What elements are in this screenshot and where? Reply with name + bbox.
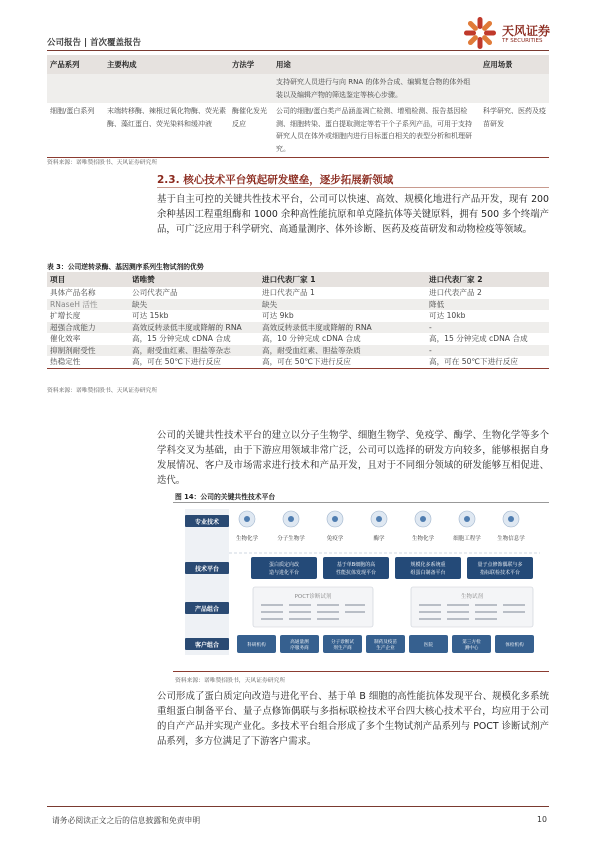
platform-box <box>467 557 533 579</box>
figure-bottom-rule <box>173 671 549 672</box>
row-label: 技术平台 <box>194 566 220 573</box>
reverse-transcriptase-comparison-table <box>47 272 549 369</box>
discipline-item <box>327 511 344 542</box>
table-cell: 具体产品名称 <box>50 288 96 297</box>
table-row <box>47 287 549 299</box>
table-cell: 进口代表产品 1 <box>262 288 315 297</box>
table-cell: 高，15 分钟完成 cDNA 合成 <box>429 334 528 343</box>
discipline-item <box>236 511 259 542</box>
table-cell: 末端转移酶、辣根过氧化物酶、荧光素酶、藻红蛋白、荧光染料和缓冲液 <box>104 103 229 158</box>
table-cell: 超强合成能力 <box>47 322 129 334</box>
table-cell: 高，耐受血红素、胆盐等杂志 <box>129 345 259 357</box>
customer-label: 体检机构 <box>505 643 524 648</box>
table-cell: RNaseH 活性 <box>47 299 129 311</box>
discipline-item <box>453 511 481 542</box>
customer-label: 科研机构 <box>247 643 266 648</box>
discipline-label: 生物化学 <box>411 536 435 542</box>
table-header-cell: 用途 <box>273 55 480 74</box>
customer-label: 第三方检 <box>462 640 481 645</box>
table-cell: 高，15 分钟完成 cDNA 合成 <box>132 334 231 343</box>
customer-box <box>452 635 491 653</box>
table-header-cell: 诺唯赞 <box>129 272 259 287</box>
table-row <box>47 74 549 103</box>
table-row <box>47 299 549 311</box>
table-cell: 高，可在 50℃下进行反应 <box>426 356 549 368</box>
table-row <box>47 356 549 368</box>
table-cell: 降低 <box>426 299 549 311</box>
poct-label: POCT诊断试剂 <box>294 594 332 600</box>
table-row <box>47 310 549 322</box>
table-header-row <box>47 55 549 74</box>
row-customer-portfolio <box>185 635 534 653</box>
platform-label: 基于单B细胞的高 <box>336 562 376 568</box>
figure-top-rule <box>173 502 549 503</box>
customer-box <box>237 635 276 653</box>
table-cell: 扩增长度 <box>50 311 81 320</box>
table-header-cell: 应用场景 <box>480 55 549 74</box>
table-cell: 公司的细胞/蛋白类产品涵盖凋亡检测、增殖检测、报告基因检测、细胞转染、蛋白提取测定等若干个子系列产品，可用于支持研究人员在体外或细胞内进行目标蛋白相关的表型分析和机理研究。 <box>273 103 480 158</box>
table3-source: 资料来源：诺唯赞招股书、天风证券研究所 <box>47 388 158 394</box>
table-cell: 公司代表产品 <box>132 288 178 297</box>
customer-box <box>280 635 319 653</box>
customer-box <box>409 635 448 653</box>
table-cell: 高，10 分钟完成 cDNA 合成 <box>262 334 361 343</box>
customer-label: 医院 <box>423 643 434 648</box>
section-divider <box>157 187 549 188</box>
table-header-cell: 产品系列 <box>47 55 104 74</box>
row-label: 产品组合 <box>194 606 220 613</box>
row-label-column <box>185 509 229 655</box>
discipline-item <box>371 511 387 542</box>
platform-box <box>323 557 389 579</box>
platform-label: 造与进化平台 <box>268 570 300 576</box>
discipline-label: 免疫学 <box>326 536 344 542</box>
row-professional-tech <box>185 511 540 553</box>
table-cell: 可达 15kb <box>132 311 169 320</box>
table-cell: 缺失 <box>129 299 259 311</box>
discipline-label: 细胞工程学 <box>453 536 481 542</box>
customer-label: 剂生产商 <box>333 646 352 651</box>
table-header-cell: 主要构成 <box>104 55 229 74</box>
table-cell: 高，可在 50℃下进行反应 <box>259 356 426 368</box>
customer-label: 分子诊断试 <box>331 640 354 645</box>
discipline-label: 酶学 <box>373 536 385 542</box>
company-logo <box>462 16 554 50</box>
table-cell: 高，可在 50℃下进行反应 <box>129 356 259 368</box>
table-cell <box>480 74 549 103</box>
table-cell: - <box>426 322 549 334</box>
customer-label: 生产企业 <box>376 646 395 651</box>
table-row <box>47 103 549 158</box>
platform-label: 组蛋白制备平台 <box>410 570 446 576</box>
table-header-cell: 进口代表厂家 1 <box>259 272 426 287</box>
customer-label: 高通量测 <box>290 640 309 645</box>
footer-disclaimer: 请务必阅读正文之后的信息披露和免责申明 <box>52 816 201 825</box>
platform-label: 指标联检技术平台 <box>479 570 521 576</box>
row-label: 客户组合 <box>194 642 220 649</box>
platform-label: 量子点修饰偶联与多 <box>477 562 523 568</box>
logo-name-cn: 天风证券 <box>502 24 551 38</box>
molecule-icon <box>332 516 338 522</box>
table-row <box>47 345 549 357</box>
table-cell: 可达 10kb <box>429 311 466 320</box>
flower-logo-icon <box>462 16 498 50</box>
table-cell <box>104 74 229 103</box>
bio-reagent-label: 生物试剂 <box>460 594 484 600</box>
molecule-icon <box>464 516 470 522</box>
table-cell: 酶催化发光反应 <box>229 103 273 158</box>
discipline-item <box>412 511 435 542</box>
customer-box <box>323 635 362 653</box>
page-number: 10 <box>537 815 547 824</box>
customer-box <box>495 635 534 653</box>
product-series-table <box>47 55 549 158</box>
table-row <box>47 322 549 334</box>
table-row <box>47 333 549 345</box>
table-cell: 细胞/蛋白系列 <box>47 103 104 158</box>
platform-box <box>251 557 317 579</box>
poct-product-box <box>253 587 373 627</box>
table-cell: 高，耐受血红素、胆盐等杂质 <box>259 345 426 357</box>
table-cell <box>229 74 273 103</box>
figure-caption: 图 14：公司的关键共性技术平台 <box>175 493 276 501</box>
table-cell: - <box>426 345 549 357</box>
section-paragraph: 基于自主可控的关键共性技术平台，公司可以快速、高效、规模化地进行产品开发，现有 200 余种基因工程重组酶和 1000 余种高性能抗原和单克隆抗体等关键原料，拥有 500 多个终端产品，可广泛应用于科学研究、高通量测序、体外诊断、医药及疫苗研发和动物检疫等领域。 <box>157 194 549 235</box>
customer-label: 序服务商 <box>290 646 309 651</box>
discipline-label: 分子生物学 <box>277 536 305 542</box>
row-product-portfolio <box>185 587 533 627</box>
table-cell: 热稳定性 <box>47 356 129 368</box>
row-tech-platform <box>185 557 533 579</box>
table-cell: 科学研究、医药及疫苗研发 <box>480 103 549 158</box>
header-divider <box>47 50 549 51</box>
section-title: 2.3. 核心技术平台筑起研发壁垒，逐步拓展新领域 <box>157 174 394 186</box>
molecule-icon <box>288 516 294 522</box>
table-cell: 进口代表产品 2 <box>429 288 482 297</box>
report-header-title: 公司报告 | 首次覆盖报告 <box>47 38 142 48</box>
footer-divider <box>47 806 549 807</box>
table-cell: 可达 9kb <box>262 311 294 320</box>
discipline-label: 生物信息学 <box>497 536 525 542</box>
logo-name-en: TF SECURITIES <box>502 38 543 44</box>
molecule-icon <box>420 516 426 522</box>
table-cell: 高效反转录低丰度或降解的 RNA <box>129 322 259 334</box>
table-cell: 催化效率 <box>50 334 81 343</box>
tech-platform-diagram <box>185 507 540 655</box>
platform-label: 规模化多系统重 <box>410 562 446 568</box>
table1-source: 资料来源：诺唯赞招股书、天风证券研究所 <box>47 160 158 166</box>
platform-box <box>395 557 461 579</box>
figure-source: 资料来源：诺唯赞招股书，天风证券研究所 <box>175 678 286 684</box>
table3-caption: 表 3：公司逆转录酶、基因测序系列生物试剂的优势 <box>47 263 204 271</box>
customer-label: 测中心 <box>464 646 479 651</box>
molecule-icon <box>244 516 250 522</box>
table-cell <box>47 74 104 103</box>
customer-box <box>366 635 405 653</box>
bio-reagent-product-box <box>411 587 533 627</box>
discipline-label: 生物化学 <box>235 536 259 542</box>
body-paragraph-platforms: 公司形成了蛋白质定向改造与进化平台、基于单 B 细胞的高性能抗体发现平台、规模化多系统重组蛋白制备平台、量子点修饰偶联与多指标联检技术平台四大核心技术平台，均应用于公司的自产产品并实现产业化。多技术平台组合形成了多个生物试剂产品系列与 POCT 诊断试剂产品系列，多方位满足了下游客户需求。 <box>157 691 549 747</box>
table-cell: 高效反转录低丰度或降解的 RNA <box>259 322 426 334</box>
body-paragraph: 公司的关键共性技术平台的建立以分子生物学、细胞生物学、免疫学、酶学、生物化学等多个学科交叉为基础，由于下游应用领域非常广泛，公司可以选择的研发方向较多，能够根据自身发展情况、客户及市场需求进行技术和产品开发，且对于不同细分领域的研发能够互相促进、迭代。 <box>157 430 549 486</box>
table-header-row <box>47 272 549 287</box>
customer-label: 制药及疫苗 <box>374 640 397 645</box>
platform-label: 蛋白质定向改 <box>268 562 300 568</box>
table-cell: 缺失 <box>259 299 426 311</box>
molecule-icon <box>376 516 382 522</box>
row-label: 专业技术 <box>194 519 220 526</box>
table-header-cell: 方法学 <box>229 55 273 74</box>
discipline-item <box>497 511 525 542</box>
table-cell: 抑制剂耐受性 <box>47 345 129 357</box>
table-header-cell: 进口代表厂家 2 <box>426 272 549 287</box>
discipline-item <box>277 511 305 542</box>
table-cell: 支持研究人员进行与向 RNA 的体外合成、编辑复合物的体外组装以及编辑产物的筛选鉴定等核心步骤。 <box>273 74 480 103</box>
molecule-icon <box>508 516 514 522</box>
platform-label: 性能抗体发现平台 <box>335 570 377 576</box>
table-header-cell: 项目 <box>47 272 129 287</box>
